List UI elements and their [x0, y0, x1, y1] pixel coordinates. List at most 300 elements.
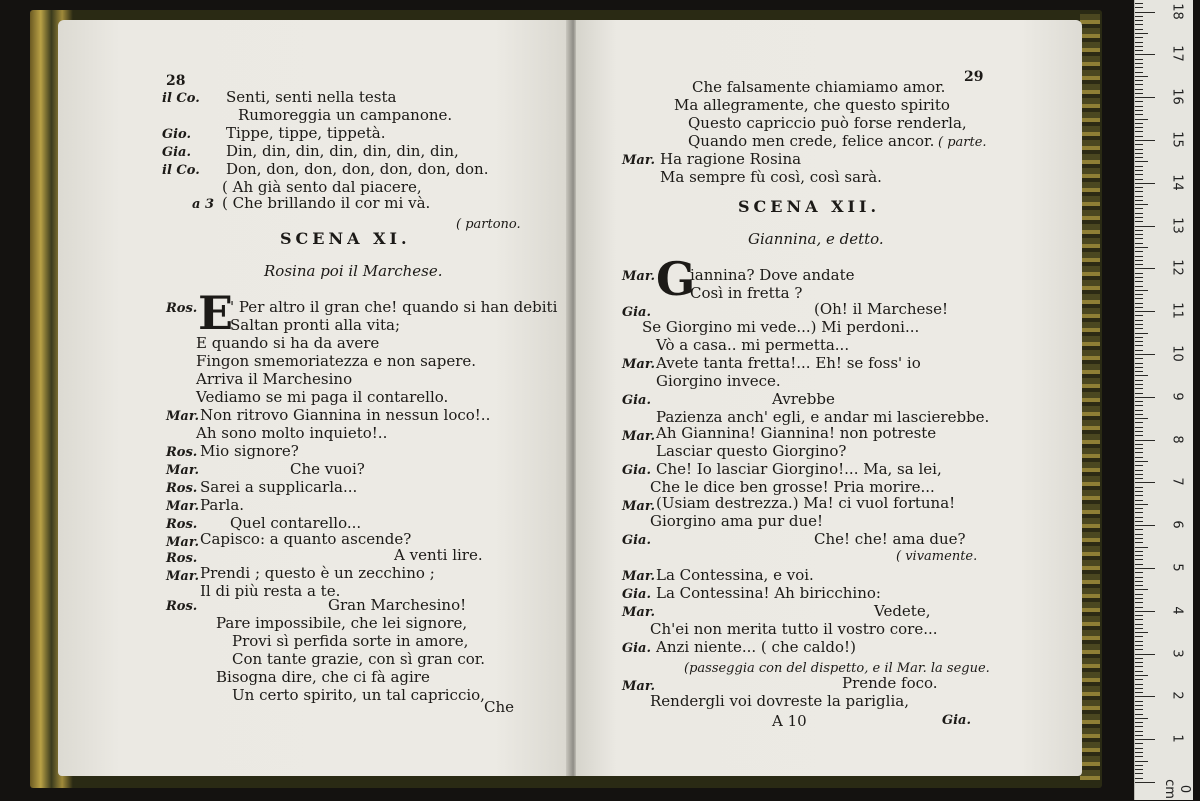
- ruler-tick: [1135, 431, 1143, 432]
- drop-cap: E: [198, 286, 234, 340]
- ruler-tick: [1135, 247, 1148, 248]
- ruler-tick: [1135, 315, 1143, 316]
- speaker: il Co.: [162, 163, 200, 178]
- ruler-tick: [1135, 500, 1143, 501]
- ruler-tick: [1135, 555, 1143, 556]
- ruler-tick: [1135, 435, 1143, 436]
- ruler-tick: [1135, 183, 1155, 184]
- verse-line: Ch'ei non merita tutto il vostro core...: [650, 620, 938, 638]
- ruler-tick: [1135, 110, 1143, 111]
- speaker: Gia.: [162, 145, 191, 160]
- ruler-tick: [1135, 709, 1143, 710]
- page-number: 28: [166, 73, 186, 89]
- speaker: Ros.: [166, 481, 198, 496]
- speaker: Mar.: [166, 499, 199, 514]
- verse-line: Pare impossibile, che lei signore,: [216, 614, 468, 632]
- verse-line: Capisco: a quanto ascende?: [200, 530, 412, 548]
- ruler-tick: [1135, 517, 1143, 518]
- speaker: Gia.: [622, 587, 651, 602]
- speaker: Mar.: [622, 679, 655, 694]
- verse-line: Lasciar questo Giorgino?: [656, 442, 847, 460]
- verse-line: Ma sempre fù così, così sarà.: [660, 168, 882, 186]
- ruler-tick: [1135, 427, 1143, 428]
- ruler-tick: [1135, 354, 1155, 355]
- verse-line: (Usiam destrezza.) Ma! ci vuol fortuna!: [656, 494, 956, 512]
- ruler-label: 0 cm: [1162, 779, 1192, 799]
- ruler-tick: [1135, 311, 1155, 312]
- speaker: Mar.: [622, 605, 655, 620]
- ruler-tick: [1135, 153, 1143, 154]
- catchword: Che: [484, 698, 515, 716]
- ruler-tick: [1135, 748, 1143, 749]
- ruler-tick: [1135, 208, 1143, 209]
- ruler-tick: [1135, 93, 1143, 94]
- ruler-tick: [1135, 585, 1143, 586]
- verse-line: Din, din, din, din, din, din, din,: [226, 142, 459, 160]
- ruler-tick: [1135, 294, 1143, 295]
- ruler-tick: [1135, 200, 1143, 201]
- ruler-tick: [1135, 136, 1143, 137]
- ruler-tick: [1135, 256, 1143, 257]
- ruler-tick: [1135, 290, 1148, 291]
- ruler-tick: [1135, 547, 1148, 548]
- speaker: Mar.: [622, 569, 655, 584]
- ruler-tick: [1135, 482, 1155, 483]
- verse-line: Tippe, tippe, tippetà.: [226, 124, 386, 142]
- ruler-tick: [1135, 444, 1143, 445]
- ruler-tick: [1135, 243, 1143, 244]
- ruler-tick: [1135, 264, 1143, 265]
- ruler-tick: [1135, 273, 1143, 274]
- ruler-tick: [1135, 345, 1143, 346]
- ruler-tick: [1135, 106, 1143, 107]
- verse-line: ( Ah già sento dal piacere,: [222, 178, 422, 196]
- ruler-tick: [1135, 529, 1143, 530]
- speaker: Mar.: [622, 269, 655, 284]
- verse-line: ( Che brillando il cor mi và.: [222, 194, 431, 212]
- ruler-tick: [1135, 512, 1143, 513]
- stage-direction: ( partono.: [456, 217, 521, 232]
- drop-cap: G: [656, 252, 696, 306]
- verse-line: Vedete,: [874, 602, 931, 620]
- ruler-tick: [1135, 221, 1143, 222]
- ruler-tick: [1135, 714, 1143, 715]
- speaker: a 3: [192, 197, 214, 212]
- ruler-tick: [1135, 568, 1155, 569]
- verse-line: Prende foco.: [842, 674, 938, 692]
- speaker: Ros.: [166, 551, 198, 566]
- verse-line: Non ritrovo Giannina in nessun loco!..: [200, 406, 491, 424]
- ruler-label: 16: [1169, 88, 1185, 105]
- ruler-tick: [1135, 166, 1143, 167]
- ruler-tick: [1135, 688, 1143, 689]
- ruler-tick: [1135, 187, 1143, 188]
- ruler-tick: [1135, 607, 1143, 608]
- ruler-tick: [1135, 3, 1143, 4]
- ruler-tick: [1135, 564, 1143, 565]
- ruler-tick: [1135, 72, 1143, 73]
- left-page: [58, 20, 572, 776]
- scene-title: SCENA XII.: [738, 197, 881, 216]
- ruler-tick: [1135, 328, 1143, 329]
- verse-line: Bisogna dire, che ci fà agire: [216, 668, 430, 686]
- ruler-tick: [1135, 572, 1143, 573]
- ruler-tick: [1135, 298, 1143, 299]
- ruler-tick: [1135, 495, 1143, 496]
- ruler-tick: [1135, 238, 1143, 239]
- ruler-tick: [1135, 538, 1143, 539]
- ruler-label: 18: [1169, 2, 1185, 20]
- ruler-tick: [1135, 632, 1148, 633]
- speaker: Mar.: [166, 463, 199, 478]
- ruler-tick: [1135, 24, 1143, 25]
- ruler-tick: [1135, 739, 1155, 740]
- verse-line: Don, don, don, don, don, don, don.: [226, 160, 489, 178]
- ruler-tick: [1135, 350, 1143, 351]
- ruler-tick: [1135, 140, 1155, 141]
- signature-mark: A 10: [772, 712, 807, 730]
- catchword: Gia.: [942, 713, 971, 728]
- ruler-tick: [1135, 692, 1143, 693]
- verse-line: Mio signore?: [200, 442, 299, 460]
- ruler-tick: [1135, 7, 1143, 8]
- ruler-tick: [1135, 50, 1143, 51]
- ruler-label: 12: [1169, 259, 1185, 277]
- verse-line: Che! Io lasciar Giorgino!... Ma, sa lei,: [656, 460, 942, 478]
- ruler-tick: [1135, 654, 1155, 655]
- verse-line: Fingon smemoriatezza e non sapere.: [196, 352, 477, 370]
- ruler-tick: [1135, 277, 1143, 278]
- ruler-tick: [1135, 418, 1148, 419]
- stage-direction: ( parte.: [938, 135, 987, 150]
- ruler-tick: [1135, 161, 1148, 162]
- ruler-tick: [1135, 765, 1143, 766]
- speaker: Ros.: [166, 599, 198, 614]
- ruler-tick: [1135, 384, 1143, 385]
- ruler-tick: [1135, 487, 1143, 488]
- ruler-tick: [1135, 577, 1143, 578]
- ruler-tick: [1135, 649, 1143, 650]
- speaker: Ros.: [166, 517, 198, 532]
- verse-line: Il di più resta a te.: [200, 582, 341, 600]
- ruler-tick: [1135, 333, 1148, 334]
- ruler-tick: [1135, 542, 1143, 543]
- verse-line: Gran Marchesino!: [328, 596, 467, 614]
- speaker: Ros.: [166, 445, 198, 460]
- ruler-tick: [1135, 149, 1143, 150]
- ruler-tick: [1135, 179, 1143, 180]
- ruler-tick: [1135, 773, 1143, 774]
- ruler-tick: [1135, 525, 1155, 526]
- ruler-tick: [1135, 422, 1143, 423]
- verse-line: Ma allegramente, che questo spirito: [674, 96, 950, 114]
- ruler-tick: [1135, 213, 1143, 214]
- ruler-tick: [1135, 675, 1148, 676]
- verse-line: (Oh! il Marchese!: [814, 300, 948, 318]
- verse-line: A venti lire.: [394, 546, 483, 564]
- ruler-tick: [1135, 341, 1143, 342]
- ruler-tick: [1135, 440, 1155, 441]
- ruler-tick: [1135, 89, 1143, 90]
- speaker: Gia.: [622, 393, 651, 408]
- verse-line: Che vuoi?: [290, 460, 365, 478]
- verse-line: Che falsamente chiamiamo amor.: [692, 78, 946, 96]
- ruler-tick: [1135, 594, 1143, 595]
- cover-edge-right: [1080, 14, 1100, 780]
- ruler-tick: [1135, 42, 1143, 43]
- ruler-tick: [1135, 521, 1143, 522]
- verse-line: Prendi ; questo è un zecchino ;: [200, 564, 435, 582]
- verse-line: Un certo spirito, un tal capriccio,: [232, 686, 485, 704]
- ruler-tick: [1135, 731, 1143, 732]
- ruler-tick: [1135, 230, 1143, 231]
- ruler-label: 1: [1169, 734, 1185, 743]
- verse-line: Avete tanta fretta!... Eh! se foss' io: [656, 354, 921, 372]
- verse-line: iannina? Dove andate: [690, 266, 855, 284]
- verse-line: La Contessina, e voi.: [656, 566, 814, 584]
- ruler-tick: [1135, 684, 1143, 685]
- ruler-tick: [1135, 701, 1143, 702]
- verse-line: Ah Giannina! Giannina! non potreste: [656, 424, 937, 442]
- ruler-tick: [1135, 268, 1155, 269]
- ruler-tick: [1135, 752, 1143, 753]
- ruler-tick: [1135, 679, 1143, 680]
- ruler-tick: [1135, 114, 1143, 115]
- measurement-ruler: [1134, 0, 1193, 800]
- ruler-label: 15: [1169, 131, 1185, 148]
- verse-line: Pazienza anch' egli, e andar mi lascierebbe.: [656, 408, 990, 426]
- verse-line: Rumoreggia un campanone.: [238, 106, 453, 124]
- ruler-tick: [1135, 401, 1143, 402]
- ruler-label: 5: [1169, 563, 1185, 572]
- ruler-tick: [1135, 46, 1143, 47]
- ruler-label: 10: [1169, 345, 1185, 362]
- ruler-tick: [1135, 217, 1143, 218]
- verse-line: Saltan pronti alla vita;: [230, 316, 401, 334]
- ruler-tick: [1135, 743, 1143, 744]
- verse-line: La Contessina! Ah biricchino:: [656, 584, 881, 602]
- ruler-tick: [1135, 504, 1148, 505]
- ruler-tick: [1135, 191, 1143, 192]
- ruler-tick: [1135, 84, 1143, 85]
- ruler-tick: [1135, 101, 1143, 102]
- ruler-tick: [1135, 67, 1143, 68]
- verse-line: Se Giorgino mi vede...) Mi perdoni...: [642, 318, 920, 336]
- ruler-tick: [1135, 234, 1143, 235]
- ruler-tick: [1135, 37, 1143, 38]
- ruler-tick: [1135, 461, 1148, 462]
- verse-line: ' Per altro il gran che! quando si han debiti: [230, 298, 558, 316]
- verse-line: Giorgino invece.: [656, 372, 781, 390]
- ruler-tick: [1135, 782, 1155, 783]
- stage-direction: (passeggia con del dispetto, e il Mar. la segue.: [684, 661, 990, 676]
- verse-line: Ah sono molto inquieto!..: [196, 424, 388, 442]
- ruler-tick: [1135, 589, 1148, 590]
- ruler-label: 7: [1169, 477, 1185, 487]
- scene-subtitle: Rosina poi il Marchese.: [264, 262, 443, 280]
- ruler-tick: [1135, 144, 1143, 145]
- verse-line: Provi sì perfida sorte in amore,: [232, 632, 469, 650]
- verse-line: Ha ragione Rosina: [660, 150, 802, 168]
- speaker: Mar.: [166, 409, 199, 424]
- verse-line: E quando si ha da avere: [196, 334, 380, 352]
- ruler-tick: [1135, 769, 1143, 770]
- ruler-tick: [1135, 478, 1143, 479]
- speaker: il Co.: [162, 91, 200, 106]
- ruler-tick: [1135, 131, 1143, 132]
- ruler-tick: [1135, 119, 1148, 120]
- ruler-tick: [1135, 619, 1143, 620]
- ruler-tick: [1135, 628, 1143, 629]
- right-page: [576, 20, 1082, 776]
- ruler-tick: [1135, 76, 1148, 77]
- verse-line: Vediamo se mi paga il contarello.: [196, 388, 449, 406]
- ruler-tick: [1135, 204, 1148, 205]
- ruler-tick: [1135, 363, 1143, 364]
- ruler-tick: [1135, 658, 1143, 659]
- ruler-tick: [1135, 127, 1143, 128]
- verse-line: Giorgino ama pur due!: [650, 512, 824, 530]
- ruler-label: 11: [1169, 302, 1185, 319]
- ruler-label: 9: [1169, 392, 1185, 401]
- scene-subtitle: Giannina, e detto.: [748, 230, 884, 248]
- ruler-tick: [1135, 405, 1143, 406]
- ruler-tick: [1135, 581, 1143, 582]
- ruler-tick: [1135, 735, 1143, 736]
- ruler-tick: [1135, 174, 1143, 175]
- ruler-label: 8: [1169, 434, 1185, 444]
- ruler-tick: [1135, 59, 1143, 60]
- page-number: 29: [964, 69, 984, 85]
- speaker: Mar.: [166, 535, 199, 550]
- ruler-label: 2: [1169, 691, 1185, 701]
- ruler-tick: [1135, 662, 1143, 663]
- ruler-tick: [1135, 367, 1143, 368]
- ruler-tick: [1135, 397, 1155, 398]
- ruler-label: 3: [1169, 648, 1185, 658]
- ruler-tick: [1135, 534, 1143, 535]
- verse-line: Senti, senti nella testa: [226, 88, 397, 106]
- scene-title: SCENA XI.: [280, 229, 411, 248]
- ruler-tick: [1135, 452, 1143, 453]
- verse-line: Che! che! ama due?: [814, 530, 966, 548]
- ruler-tick: [1135, 705, 1143, 706]
- ruler-tick: [1135, 756, 1143, 757]
- ruler-tick: [1135, 671, 1143, 672]
- ruler-tick: [1135, 20, 1143, 21]
- speaker: Ros.: [166, 301, 198, 316]
- stage-direction: ( vivamente.: [896, 549, 978, 564]
- ruler-tick: [1135, 696, 1155, 697]
- ruler-tick: [1135, 393, 1143, 394]
- ruler-tick: [1135, 375, 1148, 376]
- ruler-tick: [1135, 508, 1143, 509]
- ruler-tick: [1135, 380, 1143, 381]
- speaker: Gio.: [162, 127, 192, 142]
- speaker: Gia.: [622, 641, 651, 656]
- ruler-tick: [1135, 641, 1143, 642]
- ruler-tick: [1135, 666, 1143, 667]
- verse-line: Con tante grazie, con sì gran cor.: [232, 650, 486, 668]
- ruler-tick: [1135, 470, 1143, 471]
- ruler-tick: [1135, 474, 1143, 475]
- ruler-tick: [1135, 457, 1143, 458]
- ruler-tick: [1135, 286, 1143, 287]
- verse-line: Che le dice ben grosse! Pria morire...: [650, 478, 935, 496]
- ruler-tick: [1135, 371, 1143, 372]
- ruler-tick: [1135, 12, 1155, 13]
- ruler-tick: [1135, 726, 1143, 727]
- ruler-label: 6: [1169, 520, 1185, 529]
- ruler-tick: [1135, 196, 1143, 197]
- verse-line: Vò a casa.. mi permetta...: [656, 336, 850, 354]
- speaker: Mar.: [622, 499, 655, 514]
- ruler-tick: [1135, 615, 1143, 616]
- ruler-tick: [1135, 97, 1155, 98]
- ruler-tick: [1135, 718, 1148, 719]
- ruler-tick: [1135, 157, 1143, 158]
- speaker: Gia.: [622, 533, 651, 548]
- ruler-tick: [1135, 358, 1143, 359]
- ruler-tick: [1135, 251, 1143, 252]
- ruler-tick: [1135, 281, 1143, 282]
- ruler-tick: [1135, 260, 1143, 261]
- ruler-label: 17: [1169, 45, 1185, 63]
- ruler-tick: [1135, 465, 1143, 466]
- ruler-tick: [1135, 448, 1143, 449]
- ruler-tick: [1135, 598, 1143, 599]
- ruler-tick: [1135, 645, 1143, 646]
- ruler-tick: [1135, 559, 1143, 560]
- ruler-tick: [1135, 307, 1143, 308]
- verse-line: Anzi niente... ( che caldo!): [656, 638, 856, 656]
- ruler-tick: [1135, 410, 1143, 411]
- verse-line: Così in fretta ?: [690, 284, 803, 302]
- ruler-label: 13: [1169, 216, 1185, 234]
- ruler-tick: [1135, 414, 1143, 415]
- speaker: Mar.: [166, 569, 199, 584]
- ruler-tick: [1135, 170, 1143, 171]
- ruler-tick: [1135, 80, 1143, 81]
- speaker: Mar.: [622, 429, 655, 444]
- ruler-tick: [1135, 337, 1143, 338]
- ruler-tick: [1135, 722, 1143, 723]
- verse-line: Arriva il Marchesino: [196, 370, 353, 388]
- verse-line: Sarei a supplicarla...: [200, 478, 358, 496]
- ruler-tick: [1135, 551, 1143, 552]
- ruler-label: 14: [1169, 174, 1185, 191]
- ruler-label: 4: [1169, 606, 1185, 615]
- speaker: Mar.: [622, 357, 655, 372]
- ruler-tick: [1135, 388, 1143, 389]
- speaker: Gia.: [622, 463, 651, 478]
- ruler-tick: [1135, 491, 1143, 492]
- verse-line: Avrebbe: [772, 390, 835, 408]
- ruler-tick: [1135, 226, 1155, 227]
- ruler-tick: [1135, 54, 1155, 55]
- ruler-tick: [1135, 611, 1155, 612]
- ruler-tick: [1135, 123, 1143, 124]
- ruler-tick: [1135, 33, 1148, 34]
- ruler-tick: [1135, 303, 1143, 304]
- ruler-tick: [1135, 636, 1143, 637]
- speaker: Mar.: [622, 153, 655, 168]
- ruler-tick: [1135, 602, 1143, 603]
- verse-line: Questo capriccio può forse renderla,: [688, 114, 967, 132]
- ruler-tick: [1135, 63, 1143, 64]
- ruler-tick: [1135, 320, 1143, 321]
- verse-line: Rendergli voi dovreste la pariglia,: [650, 692, 909, 710]
